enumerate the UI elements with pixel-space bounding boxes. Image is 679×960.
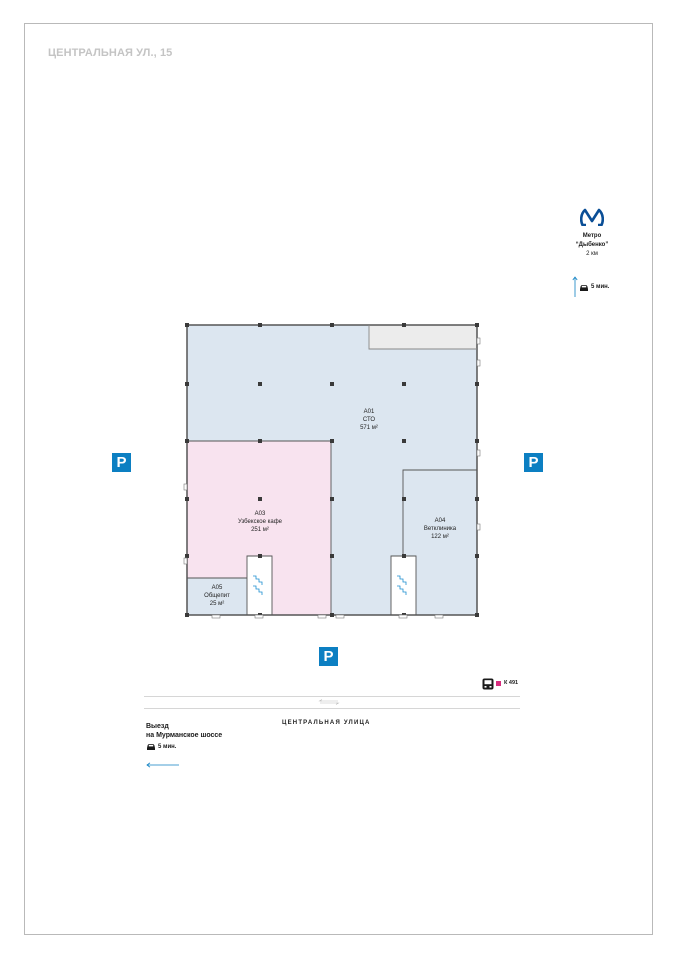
metro-travel-time: 5 мин. xyxy=(591,284,610,290)
street-name: ЦЕНТРАЛЬНАЯ УЛИЦА xyxy=(282,720,371,726)
metro-route xyxy=(570,276,630,298)
unit-a05-area-text: 25 м² xyxy=(209,601,225,607)
parking-sign-left: P xyxy=(112,453,131,472)
parking-sign-bottom: P xyxy=(319,647,338,666)
floor-plan xyxy=(180,318,490,628)
unit-a03-label[interactable] xyxy=(222,510,298,534)
metro-info xyxy=(560,208,624,258)
bus-stop xyxy=(482,678,530,692)
unit-a04-id: A04 xyxy=(434,518,446,524)
unit-a04-label[interactable] xyxy=(410,517,470,541)
two-way-arrow-icon xyxy=(318,698,340,706)
exit-route xyxy=(146,722,266,773)
bus-stop-marker xyxy=(496,681,501,686)
unit-a05-name: Общепит xyxy=(204,593,230,599)
unit-a03-name: Узбекское кафе xyxy=(238,519,282,525)
exit-label-line2: на Мурманское шоссе xyxy=(146,732,223,739)
stairwell-left xyxy=(247,556,272,615)
road-edge-bottom xyxy=(144,708,520,709)
bus-icon xyxy=(482,678,494,690)
road-edge-top xyxy=(144,696,520,697)
arrow-up-icon xyxy=(572,276,578,298)
arrow-left-icon xyxy=(146,762,180,768)
bus-route: К 491 xyxy=(504,680,519,686)
metro-distance: 2 км xyxy=(586,251,598,257)
stairwell-right xyxy=(391,556,416,615)
unit-a01-area-text: 571 м² xyxy=(360,425,378,431)
metro-station-label: Метро xyxy=(582,233,602,239)
unit-a05-id: A05 xyxy=(211,585,223,591)
exit-label-line1: Выезд xyxy=(146,723,169,730)
unit-a03-id: A03 xyxy=(254,511,266,517)
unit-a03-area-text: 251 м² xyxy=(251,527,269,533)
unit-a04-name: Ветклиника xyxy=(423,526,457,532)
unit-a04-area-text: 122 м² xyxy=(431,534,449,540)
parking-sign-right: P xyxy=(524,453,543,472)
exit-travel-time: 5 мин. xyxy=(158,744,177,750)
metro-station-name: “Дыбенко” xyxy=(575,242,609,248)
car-icon xyxy=(146,743,156,751)
metro-icon xyxy=(580,208,604,226)
unit-a05-label[interactable] xyxy=(188,584,246,608)
car-icon xyxy=(579,284,589,292)
unit-a01-label[interactable] xyxy=(339,408,399,432)
address-title: ЦЕНТРАЛЬНАЯ УЛ., 15 xyxy=(48,47,173,59)
unit-a01-name: СТО xyxy=(362,417,376,423)
utility-room xyxy=(369,325,477,349)
unit-a01-id: A01 xyxy=(363,409,375,415)
